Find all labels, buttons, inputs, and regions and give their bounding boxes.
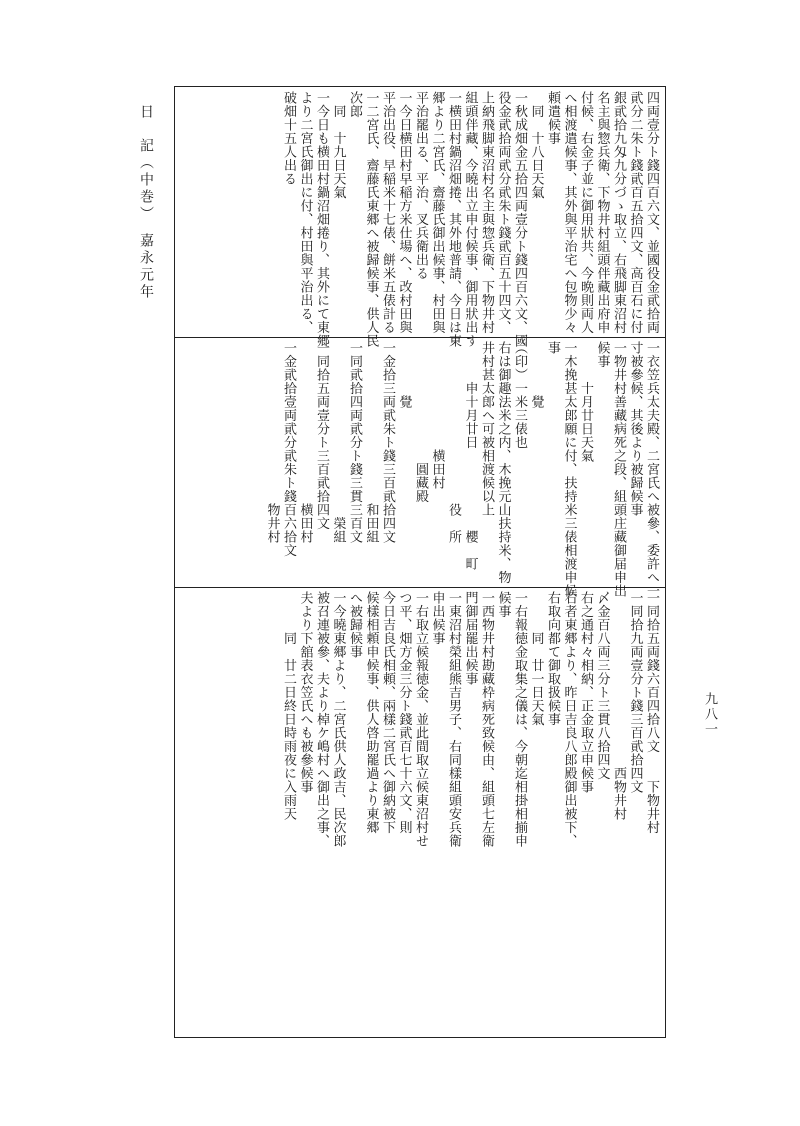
text-line: 一物井村善藏病死之段、組頭庄藏御届申出 <box>611 341 626 598</box>
text-line: 候事 <box>495 591 511 618</box>
text-columns <box>263 341 659 598</box>
text-line: 西物井村 <box>611 591 626 821</box>
text-line: 寸被參候、其後より被歸候事 <box>627 341 643 517</box>
page-frame <box>174 86 666 1038</box>
text-band-lower <box>175 587 665 1037</box>
text-line: 一同拾五両錢六百四拾八文 下物井村 <box>644 591 659 834</box>
text-line: 右は御趣法米之内、木挽元山扶持米、物 <box>495 341 511 584</box>
text-line: 覺 <box>396 341 412 409</box>
text-line: 一今曉東郷より、二宮氏供人政吉、民次郎 <box>330 591 346 848</box>
text-columns <box>280 91 660 348</box>
text-line: 今日吉良氏相頼、兩樣二宮氏へ御納被下 <box>380 591 395 834</box>
text-line: 候事 <box>594 341 610 368</box>
text-line: 申出候事 <box>429 591 445 645</box>
text-line: 一秋成畑金五拾四両壹分ト錢四百六文、國 <box>512 91 527 348</box>
text-columns <box>280 591 660 848</box>
text-line: 覺 <box>528 341 544 409</box>
text-line: より二宮氏御出に付、村田與平治出る、 <box>297 91 313 334</box>
text-line: 被召連被參、夫より棹ケ嶋村へ御出之事、 <box>314 591 329 848</box>
text-line: 申十月廿日 櫻 町 <box>462 341 478 571</box>
text-line: 一同貮拾四両貮分ト錢三貫三百文 <box>347 341 362 544</box>
text-line: 一東沼村榮組熊吉男子、右同樣組頭安兵衛 <box>446 591 461 848</box>
text-line: 一右報徳金取集之儀は、今朝迄相掛相揃申 <box>512 591 527 848</box>
text-line: 貮分二朱ト錢貮百五拾四文、高百石に付 <box>627 91 643 334</box>
text-line: 圓藏殿 <box>413 341 428 503</box>
text-line: 候樣相頼申候事、供人啓助罷過より東郷 <box>363 591 379 834</box>
text-line: 平治罷出る、平治、叉兵衛出る <box>413 91 428 280</box>
text-line: 一右取立候報徳金、並此間取立候東沼村せ <box>413 591 428 848</box>
text-line: 役 所 <box>446 341 461 544</box>
text-line: （印）一米三俵也 <box>512 341 527 449</box>
text-line: 一木挽甚太郎願に付、扶持米三俵相渡申候 <box>561 341 577 598</box>
text-line: 四両壹分ト錢四百六文、並國役金貮拾両 <box>644 91 659 334</box>
text-line: 同 十九日天氣 <box>330 91 346 199</box>
text-line: 付候、右金子並に御用狀共、今晩則両人 <box>578 91 593 334</box>
text-line: 同 廿一日天氣 <box>528 591 544 726</box>
text-line: 夫より下舘表衣笠氏へも被參候事 <box>297 591 313 794</box>
text-line: 右之通村々相納、正金取立申候事 <box>578 591 593 794</box>
text-line: 事 <box>545 341 560 355</box>
text-line: 同 十八日天氣 <box>528 91 544 199</box>
text-line: 井村甚太郎へ可被相渡候以上 <box>479 341 494 517</box>
running-head: 日 記（中巻） 嘉永元年 <box>138 104 154 301</box>
text-line: 〆金百八両三分ト三貫八拾四文 <box>594 591 610 780</box>
text-line: 和田組 <box>363 341 379 544</box>
text-line: へ被歸候事 <box>347 591 362 659</box>
text-line: 名主與惣兵衛、下物井村組頭伴藏出府申 <box>594 91 610 334</box>
text-line: 上納飛脚東沼村名主與惣兵衛、下物井村 <box>479 91 494 334</box>
text-line: 一今日も横田村鍋沼畑捲り、其外にて東郷 <box>314 91 329 348</box>
text-line: 十月廿日天氣 <box>578 341 593 463</box>
text-line: 組頭伴藏、今曉出立申付候事、御用狀出す <box>462 91 478 348</box>
text-band-middle <box>175 337 665 598</box>
text-line: へ相渡遣候事、其外與平治宅へ包物少々 <box>561 91 577 334</box>
text-line: 郷より二宮氏、齋藤氏御出候事、村田與 <box>429 91 445 334</box>
text-line: 一金貮拾壹両貮分貮朱ト錢百六拾文 <box>281 341 296 557</box>
text-band-upper <box>175 87 665 348</box>
text-line: 同 廿二日終日時雨夜に入雨天 <box>281 591 296 821</box>
text-line: 一西物井村勘藏枠病死致候由、組頭七左衛 <box>479 591 494 848</box>
text-line: 右取向都て御取扱候事 <box>545 591 560 726</box>
text-line: 横田村 <box>297 341 313 544</box>
text-line: 破畑十五人出る <box>281 91 296 186</box>
text-line: 一衣笠兵太夫殿、二宮氏へ被參、委許へ一 <box>644 341 659 598</box>
text-line: 一今日横田村早稲方米仕場へ、改村田與 <box>396 91 412 334</box>
text-line: 一金拾三両貮朱ト錢三百貮拾四文 <box>380 341 395 544</box>
text-line: 平治出役、早稲米十七俵、餅米五俵計る <box>380 91 395 334</box>
text-line: 物井村 <box>264 341 280 544</box>
text-line: 一同拾九両壹分ト錢三百貮拾四文 <box>627 591 643 794</box>
text-line: つ平、畑方金三分ト錢貮百七十六文、則 <box>396 591 412 834</box>
text-line: 一同拾五両壹分ト三百貮拾四文 <box>314 341 329 530</box>
text-line: 一二宮氏、齋藤氏東郷へ被歸候事、供人民 <box>363 91 379 348</box>
text-line: 榮組 <box>330 341 346 544</box>
text-line: 頼遣候事 <box>545 91 560 145</box>
text-line: 一横田村鍋沼畑捲、其外地普請、今日は東 <box>446 91 461 348</box>
text-line: 役金貮拾両貮分貮朱ト錢貮百五十四文、 <box>495 91 511 334</box>
text-line: 横田村 <box>429 341 445 490</box>
text-line: 門御届罷出候事 <box>462 591 478 686</box>
page-number: 九八一 <box>702 692 717 737</box>
text-line: 次郎 <box>347 91 362 118</box>
text-line: 銀貮拾九匁九分づゝ取立、右飛脚東沼村 <box>611 91 626 334</box>
text-line: 右者東郷より、昨日吉良八郎殿御出被下、 <box>561 591 577 848</box>
